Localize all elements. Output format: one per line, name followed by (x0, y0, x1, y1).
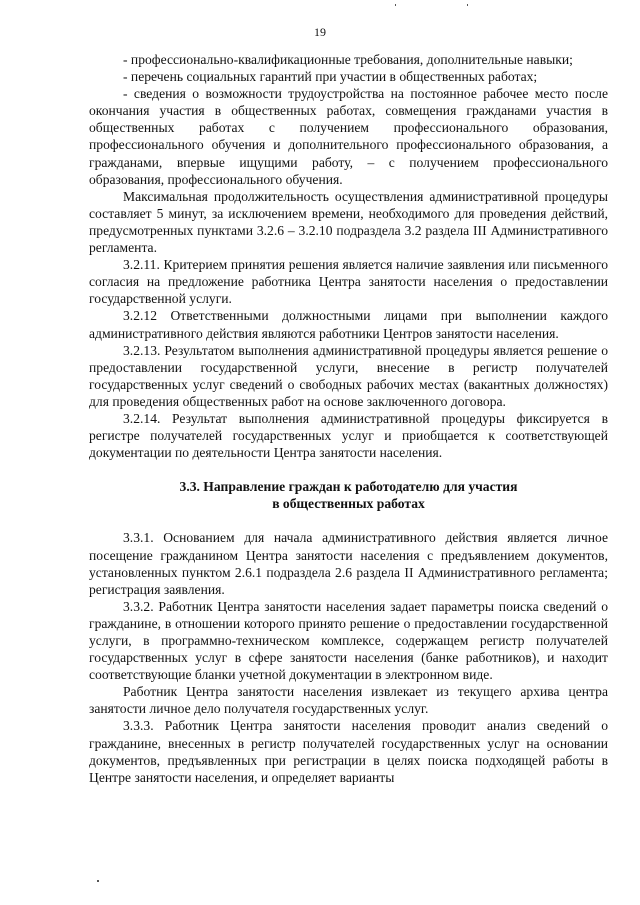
document-body (89, 51, 608, 786)
page-number: 19 (314, 25, 326, 39)
section-heading-line: в общественных работах (272, 496, 425, 512)
scan-mark (395, 4, 396, 6)
paragraph: 3.2.13. Результатом выполнения административной процедуры является решение о предоставлении государственной услуги, внесение в регистр получателей государственных услуг сведений о свободных рабочих местах (вакантных должностях) для проведения общественных работ на основе заключенного договора. (89, 342, 608, 409)
section-heading-line: 3.3. Направление граждан к работодателю для участия (179, 479, 518, 495)
paragraph: Работник Центра занятости населения извлекает из текущего архива центра занятости личное дело получателя государственных услуг. (89, 684, 608, 717)
section-heading (89, 478, 608, 512)
paragraph: Максимальная продолжительность осуществления административной процедуры составляет 5 минут, за исключением времени, необходимого для проведения действий, предусмотренных пунктами 3.2.6 – 3.2.10 подраздела 3.2 раздела III Административного регламента. (89, 188, 608, 256)
paragraph: 3.3.2. Работник Центра занятости населения задает параметры поиска сведений о гражданине, в отношении которого принято решение о предоставлении государственной услуги, в программно-техническом комплексе, содержащем регистр получателей государственных услуг в сфере занятости населения (банке работников), и находит соответствующие бланки учетной документации в электронном виде. (89, 598, 608, 683)
paragraph: - перечень социальных гарантий при участии в общественных работах; (123, 69, 538, 85)
paragraph: 3.2.12 Ответственными должностными лицами при выполнении каждого административного действия являются работники Центров занятости населения. (89, 308, 608, 341)
paragraph: 3.3.3. Работник Центра занятости населения проводит анализ сведений о гражданине, внесенных в регистр получателей государственных услуг на основании документов, предъявленных при регистрации в целях поиска подходящей работы в Центре занятости населения, и определяет варианты (89, 718, 608, 785)
paragraph: 3.2.14. Результат выполнения административной процедуры фиксируется в регистре получателей государственных услуг и приобщается к соответствующей документации по деятельности Центра занятости населения. (89, 410, 608, 461)
paragraph: - профессионально-квалификационные требования, дополнительные навыки; (123, 52, 573, 67)
paragraph: 3.2.11. Критерием принятия решения является наличие заявления или письменного согласия на предложение работника Центра занятости населения о предоставлении государственной услуги. (89, 257, 608, 307)
paragraph: - сведения о возможности трудоустройства на постоянное рабочее место после окончания участия в общественных работах, совмещения гражданами участия в общественных работах с получением профессионального образования, профессионального обучения и дополнительного профессионального образования, а гражданами, впервые ищущими работу, – с получением профессионального образования, профессионального обучения. (89, 86, 608, 187)
paragraph: 3.3.1. Основанием для начала административного действия является личное посещение гражданином Центра занятости населения с предъявлением документов, установленных пунктом 2.6.1 подраздела 2.6 раздела II Административного регламента; регистрация заявления. (89, 530, 608, 597)
scan-mark (97, 880, 99, 882)
scan-mark (467, 4, 468, 6)
